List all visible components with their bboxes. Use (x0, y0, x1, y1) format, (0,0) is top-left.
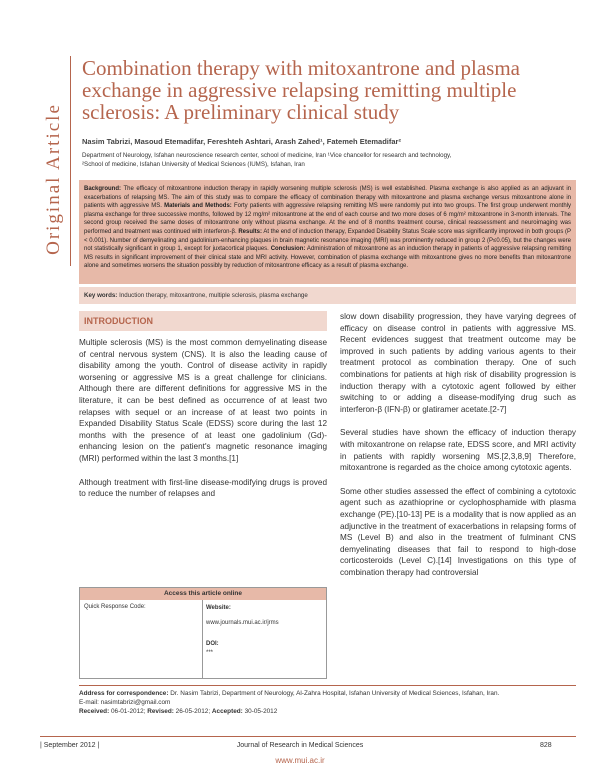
received-label: Received: (79, 708, 110, 715)
footer-divider (40, 736, 576, 737)
correspondence-text: Dr. Nasim Tabrizi, Department of Neurology, Al-Zahra Hospital, Isfahan University of Medical Sciences, Isfahan, Iran. (170, 690, 500, 697)
access-header: Access this article online (80, 588, 326, 600)
left-column (79, 337, 327, 512)
footer-journal: Journal of Research in Medical Sciences (236, 742, 364, 749)
methods-label: Materials and Methods: (164, 203, 232, 210)
affiliations (82, 151, 572, 169)
author-list: Nasim Tabrizi, Masoud Etemadifar, Fereshteh Ashtari, Arash Zahed¹, Fatemeh Etemadifar² (82, 137, 401, 146)
correspondence-label: Address for correspondence: (79, 690, 169, 697)
qr-code-label: Quick Response Code: (84, 604, 146, 610)
side-divider (70, 56, 71, 266)
website-link[interactable]: www.journals.mui.ac.ir/jrms (206, 620, 279, 626)
revised-date: 26-05-2012; (175, 708, 211, 715)
introduction-heading: INTRODUCTION (79, 311, 327, 331)
doi-value: *** (206, 650, 214, 656)
right-paragraph-1: slow down disability progression, they have varying degrees of efficacy on disease control in patients with aggressive MS. Recent evidences suggest that treatment outcome may be improved in such patients by adding various agents to their treatment protocol as combination therapy. One of such combinations for patients at high risk of disability progression is induction therapy with a cytotoxic agent followed by either switching to or adding a disease-modifying drug such as interferon-β (IFN-β) or glatiramer acetate.[2-7] (340, 312, 576, 414)
results-label: Results: (238, 228, 262, 235)
right-column-text (340, 311, 576, 590)
keywords-box (79, 287, 576, 304)
background-label: Background: (84, 186, 122, 192)
website-label: Website: (206, 605, 231, 611)
access-info (206, 604, 324, 658)
revised-label: Revised: (147, 708, 174, 715)
keywords-label: Key words: (84, 292, 118, 299)
accepted-label: Accepted: (211, 708, 243, 715)
footer-page-number: 828 (540, 742, 552, 749)
right-paragraph-3: Some other studies assessed the effect of combining a cytotoxic agent such as azathioprine or cyclophosphamide with plasma exchange (PE).[10-13] PE is a modality that is now applied as an adjunctive in the treatment of exacerbations in relapsing forms of MS (Level B) and also in the treatment of fulminant CNS demyelinating diseases that fail to respond to high-dose corticosteroids (Level C).[14] Investigations on this type of combination therapy had controversial (340, 486, 576, 577)
background-text: The efficacy of mitoxantrone induction therapy in rapidly worsening multiple sclerosis (MS) is well established. Plasma exchange is also applied as an adjuvant in exacerbations of relapsing MS. The aim of this study was to compare the efficacy of combination therapy with mitoxantrone and plasma exchange versus mitoxantrone alone in patients with aggressive MS. (84, 186, 572, 210)
conclusion-text: Administration of mitoxantrone as an induction therapy in patients of aggressive relapsing remitting MS results in significant improvement of their clinical state and MRI activity. However, combination of plasma exchange with mitoxantrone gives no more benefits than mitoxantrone alone and sometimes worsens the situation possibly by reduction of mitoxantrone efficacy as a result of plasma exchange. (84, 246, 571, 270)
access-online-box (79, 587, 327, 679)
correspondence-divider (79, 685, 576, 686)
intro-paragraph-2: Although treatment with first-line disease-modifying drugs is proved to reduce the number of relapses and (79, 477, 327, 499)
affiliation-1: Department of Neurology, Isfahan neuroscience research center, school of medicine, Iran ¹Vice chancellor for research and technology, (82, 152, 452, 159)
affiliation-2: ²School of medicine, Isfahan University of Medical Sciences (IUMS), Isfahan, Iran (82, 161, 305, 168)
intro-paragraph-1: Multiple sclerosis (MS) is the most common demyelinating disease of central nervous system (CNS). It is also the leading cause of disability among the youth. Control of disease activity in rapidly worsening or aggressive MS is a great challenge for clinicians. Although there are different definitions for aggressive MS in the literature, it can be best defined as occurrence of at least two relapses with sequel or an increase of at least two points in Expanded Disability Status Scale (EDSS) score during the last 12 months with the presence of at least one gadolinium (Gd)-enhancing lesion on the patient's magnetic resonance imaging (MRI) performed within the last 3 months.[1] (79, 338, 327, 463)
right-paragraph-2: Several studies have shown the efficacy of induction therapy with mitoxantrone on relapse rate, EDSS score, and MRI activity in patients with rapidly worsening MS.[2,3,8,9] Therefore, mitoxantrone is regarded as the choice among cytotoxic agents. (340, 428, 576, 473)
doi-label: DOI: (206, 641, 219, 647)
article-type-text: Original Article (43, 103, 64, 255)
received-date: 06-01-2012; (110, 708, 146, 715)
methods-text: Forty patients with aggressive relapsing remitting MS were randomly put into two groups. The first group underwent monthly plasma exchange for three successive months, followed by 12 mg/m² mitoxantrone at the end of each course and two more doses of 6 mg/m² mitoxantrone in 3-month intervals. The second group received the same doses of mitoxantrone only without plasma exchange. At the end of 8 months treatment course, clinical reassessment and neuroimaging was performed and treatment was continued with interferon-β. (84, 203, 572, 235)
keywords-text: Induction therapy, mitoxantrone, multiple sclerosis, plasma exchange (119, 292, 308, 299)
abstract-box (79, 180, 576, 284)
footer-date: | September 2012 | (40, 742, 100, 749)
accepted-date: 30-05-2012 (244, 708, 278, 715)
access-divider (202, 600, 203, 678)
footer-url[interactable]: www.mui.ac.ir (275, 756, 325, 765)
correspondence-block (79, 689, 576, 716)
results-text: At the end of induction therapy, Expanded Disability Status Scale score was significantly improved in both groups (P < 0.001). Number of demyelinating and gadolinium-enhancing plaques in brain magnetic resonance imaging (MRI) was prominently reduced in group 2 (P≤0.05), but the changes were not statistically significant in group 1, except for juxtacortical plaques. (84, 228, 571, 253)
article-type-label (36, 58, 72, 308)
conclusion-label: Conclusion: (270, 246, 306, 253)
article-title: Combination therapy with mitoxantrone and plasma exchange in aggressive relapsing remitting multiple sclerosis: A preliminary clinical study (82, 56, 520, 124)
correspondence-email[interactable]: E-mail: nasimtabrizi@gmail.com (79, 699, 171, 706)
